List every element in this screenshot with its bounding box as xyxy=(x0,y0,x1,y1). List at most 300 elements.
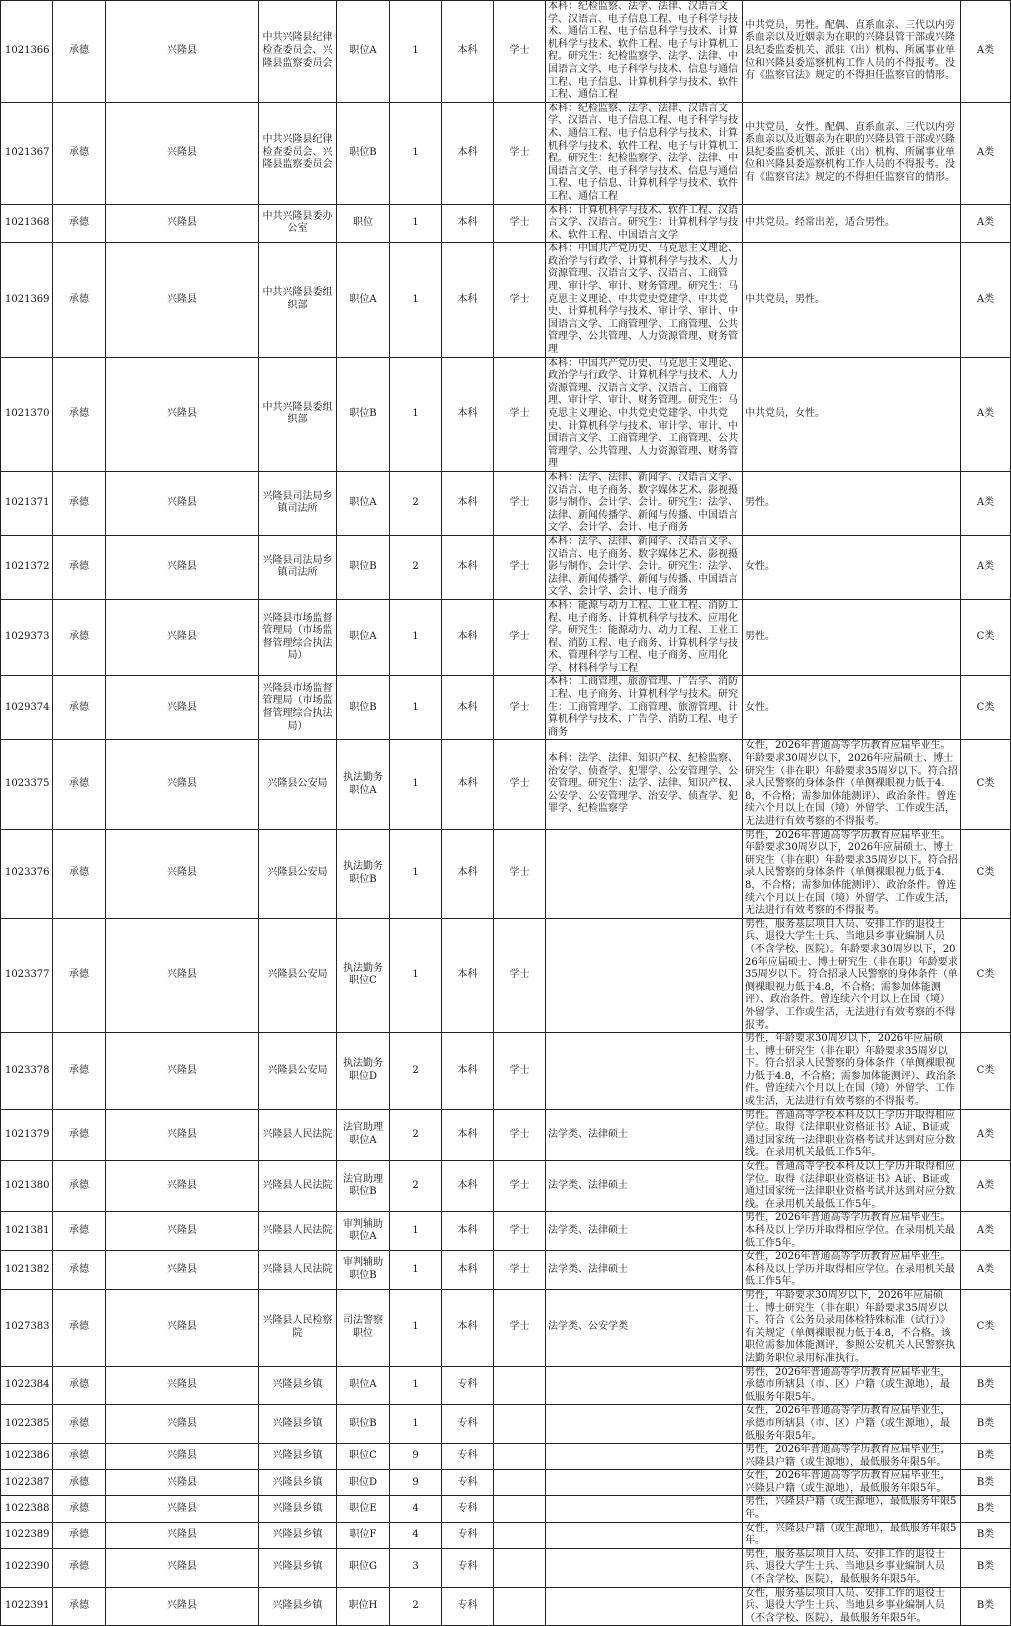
education-cell: 本科 xyxy=(442,1289,494,1366)
requirements-cell: 女性。 xyxy=(743,676,961,740)
requirements-cell: 女性。普通高等学校本科及以上学历并取得相应学位。取得《法律职业资格证书》A证、B证或通过国家统一法律职业资格考试并达到对应分数线。在录用机关最低工作5年。 xyxy=(743,1161,961,1212)
degree-cell: 学士 xyxy=(494,1,546,103)
major-cell: 本科：法学、法律、新闻学、汉语言文学、汉语言、电子商务、数字媒体艺术、影视摄影与制作、会计学、会计。研究生：法学、法律、新闻传播学、新闻与传播、中国语言文学、会计学、会计、电子商务 xyxy=(546,535,743,599)
major-cell: 本科：中国共产党历史、马克思主义理论、政治学与行政学、计算机科学与技术、人力资源管理、汉语言文学、汉语言、工商管理、审计学、审计、财务管理。研究生：马克思主义理论、中共党史党建学、中共党史、计算机科学与技术、审计学、审计、中国语言文学、工商管理学、工商管理、公共管理学、公共管理、人力资源管理、财务管理 xyxy=(546,243,743,357)
headcount-cell: 9 xyxy=(390,1444,442,1470)
city-cell: 承德 xyxy=(53,1444,106,1470)
exam-category-cell: A类 xyxy=(961,1,1011,103)
position-id-cell: 1022390 xyxy=(1,1548,53,1587)
exam-category-cell: A类 xyxy=(961,357,1011,471)
table-row xyxy=(1,535,1011,599)
headcount-cell: 4 xyxy=(390,1522,442,1548)
position-id-cell: 1023376 xyxy=(1,829,53,918)
education-cell: 本科 xyxy=(442,535,494,599)
major-cell xyxy=(546,1033,743,1110)
education-cell: 本科 xyxy=(442,204,494,243)
city-cell: 承德 xyxy=(53,1033,106,1110)
degree-cell: 学士 xyxy=(494,1251,546,1290)
degree-cell xyxy=(494,1366,546,1405)
education-cell: 本科 xyxy=(442,1251,494,1290)
position-id-cell: 1022391 xyxy=(1,1587,53,1626)
position-id-cell: 1022386 xyxy=(1,1444,53,1470)
position-id-cell: 1027383 xyxy=(1,1289,53,1366)
unit-cell: 兴隆县乡镇 xyxy=(259,1522,337,1548)
city-cell: 承德 xyxy=(53,535,106,599)
major-cell: 法学类、法律硕士 xyxy=(546,1212,743,1251)
education-cell: 本科 xyxy=(442,1,494,103)
exam-category-cell: A类 xyxy=(961,1161,1011,1212)
education-cell: 专科 xyxy=(442,1470,494,1496)
major-cell xyxy=(546,1405,743,1444)
headcount-cell: 4 xyxy=(390,1496,442,1522)
exam-category-cell: A类 xyxy=(961,243,1011,357)
county-cell: 兴隆县 xyxy=(106,1,259,103)
degree-cell: 学士 xyxy=(494,357,546,471)
education-cell: 本科 xyxy=(442,676,494,740)
table-row xyxy=(1,829,1011,918)
position-id-cell: 1021366 xyxy=(1,1,53,103)
post-cell: 职位B xyxy=(337,102,390,204)
city-cell: 承德 xyxy=(53,204,106,243)
exam-category-cell: B类 xyxy=(961,1496,1011,1522)
position-id-cell: 1021372 xyxy=(1,535,53,599)
city-cell: 承德 xyxy=(53,1522,106,1548)
unit-cell: 兴隆县公安局 xyxy=(259,918,337,1032)
city-cell: 承德 xyxy=(53,1251,106,1290)
post-cell: 执法勤务职位D xyxy=(337,1033,390,1110)
city-cell: 承德 xyxy=(53,1405,106,1444)
degree-cell: 学士 xyxy=(494,1289,546,1366)
county-cell: 兴隆县 xyxy=(106,1366,259,1405)
table-row xyxy=(1,1251,1011,1290)
post-cell: 法官助理职位A xyxy=(337,1109,390,1160)
requirements-cell: 男性，年龄要求30周岁以下，2026年应届硕士、博士研究生（非在职）年龄要求35周岁以下。符合招录人民警察的身体条件（单侧裸眼视力低于4.8，不合格；需参加体能测评）、政治条件。曾连续六个月以上在国（境）外留学、工作或生活，无法进行有效考察的不得报考。 xyxy=(743,1033,961,1110)
county-cell: 兴隆县 xyxy=(106,535,259,599)
table-row xyxy=(1,1289,1011,1366)
table-row xyxy=(1,1366,1011,1405)
headcount-cell: 1 xyxy=(390,599,442,676)
county-cell: 兴隆县 xyxy=(106,1496,259,1522)
major-cell: 法学类、法律硕士 xyxy=(546,1161,743,1212)
post-cell: 审判辅助职位B xyxy=(337,1251,390,1290)
post-cell: 职位E xyxy=(337,1496,390,1522)
position-id-cell: 1022384 xyxy=(1,1366,53,1405)
unit-cell: 兴隆县人民检察院 xyxy=(259,1289,337,1366)
headcount-cell: 1 xyxy=(390,243,442,357)
unit-cell: 兴隆县公安局 xyxy=(259,1033,337,1110)
requirements-cell: 男性，服务基层项目人员、安排工作的退役士兵、退役大学生士兵、当地县乡事业编制人员（不含学校、医院），最低服务年限5年。 xyxy=(743,1548,961,1587)
county-cell: 兴隆县 xyxy=(106,1522,259,1548)
requirements-cell: 男性，兴隆县户籍（或生源地），最低服务年限5年。 xyxy=(743,1496,961,1522)
headcount-cell: 1 xyxy=(390,204,442,243)
requirements-cell: 男性，2026年普通高等学历教育应届毕业生，承德市所辖县（市、区）户籍（或生源地），最低服务年限5年。 xyxy=(743,1366,961,1405)
major-cell xyxy=(546,1470,743,1496)
headcount-cell: 2 xyxy=(390,535,442,599)
city-cell: 承德 xyxy=(53,1289,106,1366)
degree-cell: 学士 xyxy=(494,676,546,740)
requirements-cell: 中共党员。经常出差，适合男性。 xyxy=(743,204,961,243)
education-cell: 本科 xyxy=(442,1033,494,1110)
major-cell: 法学类、法律硕士 xyxy=(546,1251,743,1290)
requirements-cell: 女性。 xyxy=(743,535,961,599)
major-cell xyxy=(546,918,743,1032)
degree-cell xyxy=(494,1548,546,1587)
position-id-cell: 1021367 xyxy=(1,102,53,204)
degree-cell xyxy=(494,1405,546,1444)
exam-category-cell: A类 xyxy=(961,1109,1011,1160)
position-id-cell: 1021368 xyxy=(1,204,53,243)
position-id-cell: 1021381 xyxy=(1,1212,53,1251)
headcount-cell: 1 xyxy=(390,102,442,204)
county-cell: 兴隆县 xyxy=(106,1109,259,1160)
city-cell: 承德 xyxy=(53,740,106,829)
exam-category-cell: A类 xyxy=(961,1251,1011,1290)
table-row xyxy=(1,1161,1011,1212)
unit-cell: 兴隆县人民法院 xyxy=(259,1212,337,1251)
unit-cell: 兴隆县市场监督管理局（市场监督管理综合执法局） xyxy=(259,676,337,740)
major-cell: 本科：能源与动力工程、工业工程、消防工程、电子商务、计算机科学与技术、应用化学。研究生：能源动力、动力工程、工业工程、消防工程、电子商务、计算机科学与技术、管理科学与工程、电子商务、应用化学、材料科学与工程 xyxy=(546,599,743,676)
position-id-cell: 1029373 xyxy=(1,599,53,676)
education-cell: 本科 xyxy=(442,599,494,676)
requirements-cell: 女性，兴隆县户籍（或生源地），最低服务年限5年。 xyxy=(743,1522,961,1548)
unit-cell: 兴隆县司法局乡镇司法所 xyxy=(259,471,337,535)
city-cell: 承德 xyxy=(53,102,106,204)
table-row xyxy=(1,1033,1011,1110)
major-cell: 本科：计算机科学与技术、软件工程、汉语言文学、汉语言。研究生：计算机科学与技术、软件工程、中国语言文学 xyxy=(546,204,743,243)
unit-cell: 中共兴隆县委组织部 xyxy=(259,243,337,357)
major-cell: 本科：法学、法律、新闻学、汉语言文学、汉语言、电子商务、数字媒体艺术、影视摄影与制作、会计学、会计。研究生：法学、法律、新闻传播学、新闻与传播、中国语言文学、会计学、会计、电子商务 xyxy=(546,471,743,535)
requirements-cell: 男性，年龄要求30周岁以下，2026年应届硕士、博士研究生（非在职）年龄要求35周岁以下。符合《公务员录用体检特殊标准（试行）》有关规定（单侧裸眼视力低于4.8，不合格。该职位需参加体能测评，参照公安机关人民警察执法勤务职位录用标准执行。 xyxy=(743,1289,961,1366)
requirements-cell: 中共党员，女性。配偶、直系血亲、三代以内旁系血亲以及近姻亲为在职的兴隆县管干部或兴隆县纪委监委机关、派驻（出）机构、所属事业单位和兴隆县委巡察机构工作人员的不得报考。没有《监察官法》规定的不得担任监察官的情形。 xyxy=(743,102,961,204)
exam-category-cell: C类 xyxy=(961,1033,1011,1110)
city-cell: 承德 xyxy=(53,1548,106,1587)
city-cell: 承德 xyxy=(53,1,106,103)
unit-cell: 兴隆县人民法院 xyxy=(259,1109,337,1160)
city-cell: 承德 xyxy=(53,1212,106,1251)
education-cell: 本科 xyxy=(442,357,494,471)
city-cell: 承德 xyxy=(53,599,106,676)
position-id-cell: 1022389 xyxy=(1,1522,53,1548)
major-cell: 本科：纪检监察、法学、法律、汉语言文学、汉语言、电子信息工程、电子科学与技术、通信工程、电子信息科学与技术、计算机科学与技术、软件工程、电子与计算机工程。研究生：纪检监察学、法学、法律、中国语言文学、电子科学与技术、信息与通信工程、电子信息、计算机科学与技术、软件工程、通信工程 xyxy=(546,102,743,204)
post-cell: 执法勤务职位A xyxy=(337,740,390,829)
headcount-cell: 2 xyxy=(390,1033,442,1110)
table-row xyxy=(1,357,1011,471)
headcount-cell: 2 xyxy=(390,471,442,535)
education-cell: 专科 xyxy=(442,1444,494,1470)
county-cell: 兴隆县 xyxy=(106,204,259,243)
county-cell: 兴隆县 xyxy=(106,918,259,1032)
headcount-cell: 1 xyxy=(390,1366,442,1405)
unit-cell: 兴隆县公安局 xyxy=(259,740,337,829)
headcount-cell: 2 xyxy=(390,1161,442,1212)
city-cell: 承德 xyxy=(53,829,106,918)
requirements-cell: 男性，2026年普通高等学历教育应届毕业生，兴隆县户籍（或生源地），最低服务年限5年。 xyxy=(743,1444,961,1470)
education-cell: 本科 xyxy=(442,471,494,535)
table-row xyxy=(1,471,1011,535)
table-row xyxy=(1,1496,1011,1522)
city-cell: 承德 xyxy=(53,1587,106,1626)
city-cell: 承德 xyxy=(53,918,106,1032)
table-row xyxy=(1,676,1011,740)
degree-cell: 学士 xyxy=(494,740,546,829)
county-cell: 兴隆县 xyxy=(106,676,259,740)
post-cell: 职位A xyxy=(337,1366,390,1405)
degree-cell: 学士 xyxy=(494,1161,546,1212)
degree-cell: 学士 xyxy=(494,102,546,204)
unit-cell: 兴隆县乡镇 xyxy=(259,1366,337,1405)
degree-cell xyxy=(494,1587,546,1626)
city-cell: 承德 xyxy=(53,1470,106,1496)
requirements-cell: 男性。 xyxy=(743,471,961,535)
exam-category-cell: C类 xyxy=(961,829,1011,918)
position-id-cell: 1021369 xyxy=(1,243,53,357)
county-cell: 兴隆县 xyxy=(106,829,259,918)
county-cell: 兴隆县 xyxy=(106,599,259,676)
position-id-cell: 1021379 xyxy=(1,1109,53,1160)
major-cell xyxy=(546,1522,743,1548)
county-cell: 兴隆县 xyxy=(106,1548,259,1587)
requirements-cell: 中共党员，男性。 xyxy=(743,243,961,357)
degree-cell: 学士 xyxy=(494,1033,546,1110)
position-id-cell: 1023375 xyxy=(1,740,53,829)
unit-cell: 兴隆县乡镇 xyxy=(259,1444,337,1470)
education-cell: 专科 xyxy=(442,1522,494,1548)
exam-category-cell: B类 xyxy=(961,1587,1011,1626)
exam-category-cell: A类 xyxy=(961,1212,1011,1251)
table-row xyxy=(1,243,1011,357)
unit-cell: 兴隆县司法局乡镇司法所 xyxy=(259,535,337,599)
exam-category-cell: B类 xyxy=(961,1444,1011,1470)
requirements-cell: 男性，2026年普通高等学历教育应届毕业生。本科及以上学历并取得相应学位。在录用机关最低工作5年。 xyxy=(743,1212,961,1251)
county-cell: 兴隆县 xyxy=(106,102,259,204)
city-cell: 承德 xyxy=(53,676,106,740)
requirements-cell: 中共党员，女性。 xyxy=(743,357,961,471)
headcount-cell: 1 xyxy=(390,1289,442,1366)
headcount-cell: 1 xyxy=(390,676,442,740)
positions-table-body xyxy=(1,1,1011,1626)
post-cell: 职位C xyxy=(337,1444,390,1470)
degree-cell: 学士 xyxy=(494,204,546,243)
position-id-cell: 1022385 xyxy=(1,1405,53,1444)
degree-cell: 学士 xyxy=(494,243,546,357)
unit-cell: 兴隆县乡镇 xyxy=(259,1548,337,1587)
table-row xyxy=(1,1212,1011,1251)
position-id-cell: 1021380 xyxy=(1,1161,53,1212)
major-cell: 本科：工商管理、旅游管理、广告学、消防工程、电子商务、计算机科学与技术。研究生：工商管理学、工商管理、旅游管理、计算机科学与技术、广告学、消防工程、电子商务 xyxy=(546,676,743,740)
county-cell: 兴隆县 xyxy=(106,243,259,357)
requirements-cell: 女性，2026年普通高等学历教育应届毕业生。年龄要求30周岁以下，2026年应届硕士、博士研究生（非在职）年龄要求35周岁以下。符合招录人民警察的身体条件（单侧裸眼视力低于4.8，不合格；需参加体能测评）、政治条件。曾连续六个月以上在国（境）外留学、工作或生活，无法进行有效考察的不得报考。 xyxy=(743,740,961,829)
unit-cell: 中共兴隆县纪律检查委员会、兴隆县监察委员会 xyxy=(259,1,337,103)
degree-cell: 学士 xyxy=(494,471,546,535)
post-cell: 审判辅助职位A xyxy=(337,1212,390,1251)
requirements-cell: 男性，服务基层项目人员、安排工作的退役士兵、退役大学生士兵、当地县乡事业编制人员（不含学校、医院）。年龄要求30周岁以下，2026年应届硕士、博士研究生（非在职）年龄要求35周岁以下。符合招录人民警察的身体条件（单侧裸眼视力低于4.8，不合格；需参加体能测评）、政治条件。曾连续六个月以上在国（境）外留学、工作或生活，无法进行有效考察的不得报考。 xyxy=(743,918,961,1032)
major-cell: 本科：中国共产党历史、马克思主义理论、政治学与行政学、计算机科学与技术、人力资源管理、汉语言文学、汉语言、工商管理、审计学、审计、财务管理。研究生：马克思主义理论、中共党史党建学、中共党史、计算机科学与技术、审计学、审计、中国语言文学、工商管理学、工商管理、公共管理学、公共管理、人力资源管理、财务管理 xyxy=(546,357,743,471)
county-cell: 兴隆县 xyxy=(106,1444,259,1470)
major-cell xyxy=(546,1366,743,1405)
post-cell: 职位B xyxy=(337,676,390,740)
headcount-cell: 9 xyxy=(390,1470,442,1496)
post-cell: 职位B xyxy=(337,535,390,599)
degree-cell xyxy=(494,1496,546,1522)
unit-cell: 兴隆县乡镇 xyxy=(259,1405,337,1444)
major-cell xyxy=(546,829,743,918)
county-cell: 兴隆县 xyxy=(106,1470,259,1496)
exam-category-cell: B类 xyxy=(961,1470,1011,1496)
table-row xyxy=(1,1444,1011,1470)
table-row xyxy=(1,204,1011,243)
major-cell: 法学类、法律硕士 xyxy=(546,1109,743,1160)
exam-category-cell: A类 xyxy=(961,102,1011,204)
headcount-cell: 1 xyxy=(390,740,442,829)
unit-cell: 兴隆县人民法院 xyxy=(259,1251,337,1290)
table-row xyxy=(1,1548,1011,1587)
education-cell: 本科 xyxy=(442,243,494,357)
education-cell: 本科 xyxy=(442,829,494,918)
county-cell: 兴隆县 xyxy=(106,740,259,829)
headcount-cell: 1 xyxy=(390,1405,442,1444)
table-row xyxy=(1,1587,1011,1626)
requirements-cell: 女性，2026年普通高等学历教育应届毕业生，承德市所辖县（市、区）户籍（或生源地），最低服务年限5年。 xyxy=(743,1405,961,1444)
requirements-cell: 女性，服务基层项目人员、安排工作的退役士兵、退役大学生士兵、当地县乡事业编制人员（不含学校、医院），最低服务年限5年。 xyxy=(743,1587,961,1626)
post-cell: 职位 xyxy=(337,204,390,243)
headcount-cell: 1 xyxy=(390,1,442,103)
exam-category-cell: C类 xyxy=(961,676,1011,740)
unit-cell: 中共兴隆县委办公室 xyxy=(259,204,337,243)
requirements-cell: 女性，2026年普通高等学历教育应届毕业生，兴隆县户籍（或生源地），最低服务年限5年。 xyxy=(743,1470,961,1496)
requirements-cell: 男性。 xyxy=(743,599,961,676)
post-cell: 职位B xyxy=(337,1405,390,1444)
county-cell: 兴隆县 xyxy=(106,1405,259,1444)
position-id-cell: 1023377 xyxy=(1,918,53,1032)
requirements-cell: 中共党员，男性。配偶、直系血亲、三代以内旁系血亲以及近姻亲为在职的兴隆县管干部或兴隆县纪委监委机关、派驻（出）机构、所属事业单位和兴隆县委巡察机构工作人员的不得报考。没有《监察官法》规定的不得担任监察官的情形。 xyxy=(743,1,961,103)
education-cell: 本科 xyxy=(442,102,494,204)
table-row xyxy=(1,740,1011,829)
major-cell xyxy=(546,1548,743,1587)
city-cell: 承德 xyxy=(53,243,106,357)
table-row xyxy=(1,1109,1011,1160)
post-cell: 职位G xyxy=(337,1548,390,1587)
requirements-cell: 男性。普通高等学校本科及以上学历并取得相应学位。取得《法律职业资格证书》A证、B证或通过国家统一法律职业资格考试并达到对应分数线。在录用机关最低工作5年。 xyxy=(743,1109,961,1160)
degree-cell xyxy=(494,1444,546,1470)
table-row xyxy=(1,918,1011,1032)
position-id-cell: 1023378 xyxy=(1,1033,53,1110)
requirements-cell: 女性，2026年普通高等学历教育应届毕业生。本科及以上学历并取得相应学位。在录用机关最低工作5年。 xyxy=(743,1251,961,1290)
county-cell: 兴隆县 xyxy=(106,471,259,535)
education-cell: 专科 xyxy=(442,1587,494,1626)
county-cell: 兴隆县 xyxy=(106,1289,259,1366)
exam-category-cell: C类 xyxy=(961,1289,1011,1366)
degree-cell: 学士 xyxy=(494,1212,546,1251)
headcount-cell: 1 xyxy=(390,918,442,1032)
exam-category-cell: C类 xyxy=(961,918,1011,1032)
unit-cell: 中共兴隆县纪律检查委员会、兴隆县监察委员会 xyxy=(259,102,337,204)
major-cell xyxy=(546,1587,743,1626)
county-cell: 兴隆县 xyxy=(106,1587,259,1626)
education-cell: 专科 xyxy=(442,1366,494,1405)
unit-cell: 中共兴隆县委组织部 xyxy=(259,357,337,471)
table-row xyxy=(1,102,1011,204)
position-id-cell: 1022388 xyxy=(1,1496,53,1522)
city-cell: 承德 xyxy=(53,471,106,535)
headcount-cell: 1 xyxy=(390,357,442,471)
education-cell: 本科 xyxy=(442,1212,494,1251)
post-cell: 职位D xyxy=(337,1470,390,1496)
city-cell: 承德 xyxy=(53,1161,106,1212)
county-cell: 兴隆县 xyxy=(106,1161,259,1212)
post-cell: 职位B xyxy=(337,357,390,471)
exam-category-cell: B类 xyxy=(961,1405,1011,1444)
degree-cell xyxy=(494,1522,546,1548)
degree-cell: 学士 xyxy=(494,829,546,918)
headcount-cell: 1 xyxy=(390,1212,442,1251)
table-row xyxy=(1,1405,1011,1444)
exam-category-cell: B类 xyxy=(961,1366,1011,1405)
county-cell: 兴隆县 xyxy=(106,1251,259,1290)
post-cell: 职位A xyxy=(337,1,390,103)
post-cell: 执法勤务职位B xyxy=(337,829,390,918)
post-cell: 执法勤务职位C xyxy=(337,918,390,1032)
unit-cell: 兴隆县乡镇 xyxy=(259,1587,337,1626)
post-cell: 职位H xyxy=(337,1587,390,1626)
unit-cell: 兴隆县公安局 xyxy=(259,829,337,918)
degree-cell: 学士 xyxy=(494,535,546,599)
major-cell: 法学类、公安学类 xyxy=(546,1289,743,1366)
headcount-cell: 2 xyxy=(390,1109,442,1160)
exam-category-cell: C类 xyxy=(961,740,1011,829)
exam-category-cell: B类 xyxy=(961,1548,1011,1587)
major-cell xyxy=(546,1444,743,1470)
requirements-cell: 男性，2026年普通高等学历教育应届毕业生。年龄要求30周岁以下，2026年应届硕士、博士研究生（非在职）年龄要求35周岁以下。符合招录人民警察的身体条件（单侧裸眼视力低于4.8，不合格；需参加体能测评）、政治条件。曾连续六个月以上在国（境）外留学、工作或生活，无法进行有效考察的不得报考。 xyxy=(743,829,961,918)
major-cell: 本科：法学、法律、知识产权、纪检监察、治安学、侦查学、犯罪学、公安管理学、公安管理。研究生：法学、法律、知识产权、公安学、公安管理学、治安学、侦查学、犯罪学、纪检监察学 xyxy=(546,740,743,829)
exam-category-cell: A类 xyxy=(961,204,1011,243)
city-cell: 承德 xyxy=(53,357,106,471)
exam-category-cell: C类 xyxy=(961,599,1011,676)
headcount-cell: 2 xyxy=(390,1587,442,1626)
city-cell: 承德 xyxy=(53,1366,106,1405)
county-cell: 兴隆县 xyxy=(106,357,259,471)
position-id-cell: 1021371 xyxy=(1,471,53,535)
post-cell: 职位A xyxy=(337,599,390,676)
county-cell: 兴隆县 xyxy=(106,1212,259,1251)
post-cell: 职位A xyxy=(337,243,390,357)
unit-cell: 兴隆县人民法院 xyxy=(259,1161,337,1212)
position-id-cell: 1021382 xyxy=(1,1251,53,1290)
post-cell: 法官助理职位B xyxy=(337,1161,390,1212)
degree-cell xyxy=(494,1470,546,1496)
unit-cell: 兴隆县市场监督管理局（市场监督管理综合执法局） xyxy=(259,599,337,676)
city-cell: 承德 xyxy=(53,1496,106,1522)
table-row xyxy=(1,1522,1011,1548)
headcount-cell: 3 xyxy=(390,1548,442,1587)
headcount-cell: 1 xyxy=(390,829,442,918)
education-cell: 专科 xyxy=(442,1548,494,1587)
degree-cell: 学士 xyxy=(494,1109,546,1160)
county-cell: 兴隆县 xyxy=(106,1033,259,1110)
position-id-cell: 1021370 xyxy=(1,357,53,471)
degree-cell: 学士 xyxy=(494,918,546,1032)
post-cell: 职位A xyxy=(337,471,390,535)
education-cell: 专科 xyxy=(442,1405,494,1444)
table-row xyxy=(1,599,1011,676)
table-row xyxy=(1,1,1011,103)
education-cell: 专科 xyxy=(442,1496,494,1522)
exam-category-cell: A类 xyxy=(961,471,1011,535)
headcount-cell: 1 xyxy=(390,1251,442,1290)
major-cell xyxy=(546,1496,743,1522)
exam-category-cell: A类 xyxy=(961,535,1011,599)
degree-cell: 学士 xyxy=(494,599,546,676)
post-cell: 职位F xyxy=(337,1522,390,1548)
